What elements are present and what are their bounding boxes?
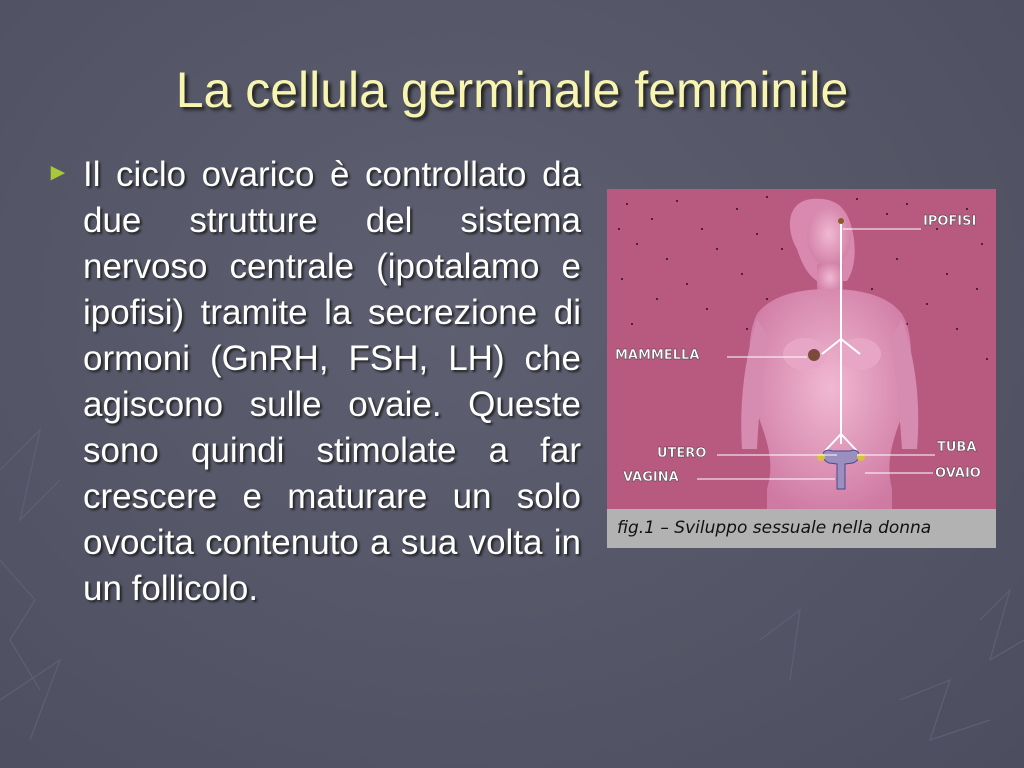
label-tuba: TUBA <box>937 440 977 455</box>
pituitary-marker <box>838 218 844 224</box>
female-anatomy-illustration <box>607 189 996 509</box>
figure-caption: fig.1 – Sviluppo sessuale nella donna <box>607 509 996 548</box>
label-ovaio: OVAIO <box>935 466 981 481</box>
bullet-text: Il ciclo ovarico è controllato da due strutture del sistema nervoso centrale (ipotalamo e ipofisi) tramite la secrezione di ormoni (GnRH, FSH, LH) che agiscono sulle ovaie. Queste sono quindi stimolate a far crescere e maturare un solo ovocita contenuto a sua volta in un follicolo. <box>83 155 581 608</box>
label-vagina: VAGINA <box>623 470 679 485</box>
slide-title: La cellula germinale femminile <box>175 62 849 118</box>
label-utero: UTERO <box>657 446 707 461</box>
label-ipofisi: IPOFISI <box>923 214 977 229</box>
label-mammella: MAMMELLA <box>615 348 700 363</box>
triangle-right-icon: ► <box>46 159 70 186</box>
anatomy-figure <box>607 189 996 509</box>
